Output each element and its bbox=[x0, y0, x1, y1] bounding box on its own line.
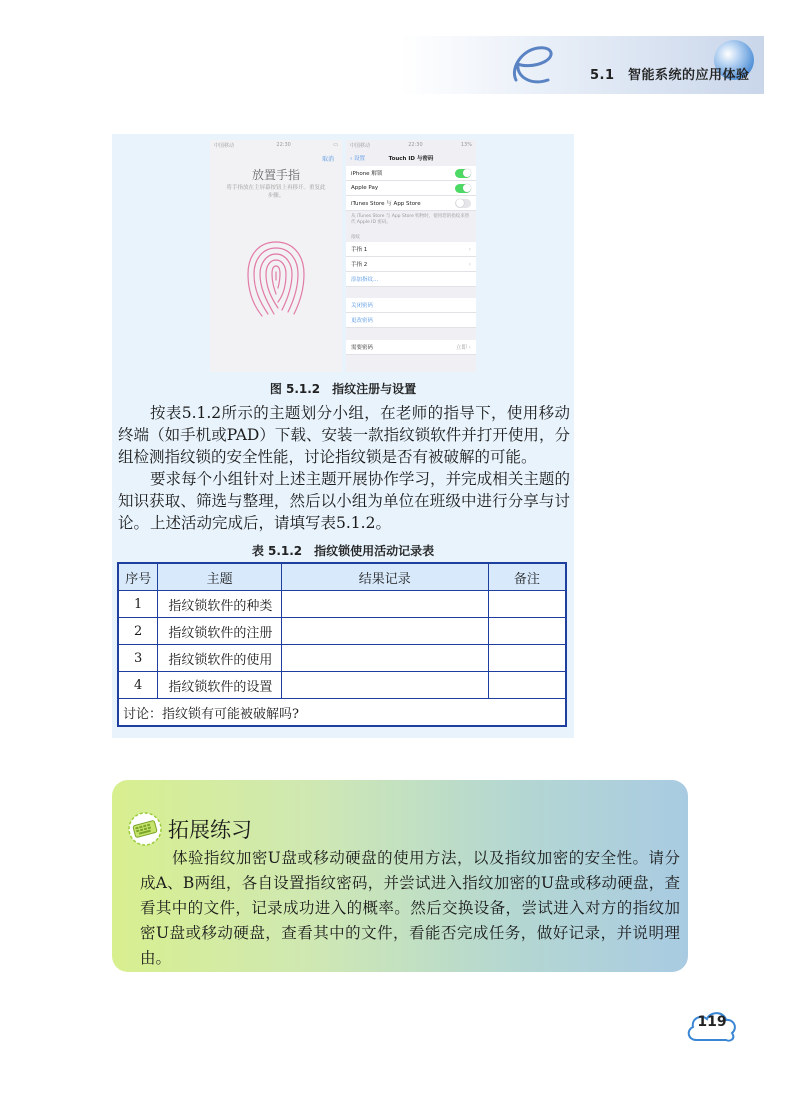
status-bar bbox=[346, 140, 476, 150]
row-result-cell[interactable] bbox=[281, 645, 488, 672]
table-discussion-row bbox=[118, 699, 566, 727]
require-passcode-row[interactable] bbox=[346, 340, 476, 355]
require-passcode-value: 立即 bbox=[455, 345, 467, 351]
toggle-switch[interactable] bbox=[455, 184, 471, 193]
require-passcode-label: 需要密码 bbox=[351, 345, 374, 351]
battery-icon: ▭ bbox=[333, 142, 338, 148]
header-notes: 备注 bbox=[488, 563, 566, 591]
add-finger-label: 添加指纹... bbox=[351, 277, 379, 283]
toggle-group bbox=[346, 166, 476, 211]
finger-group bbox=[346, 242, 476, 287]
row-topic: 指纹锁软件的种类 bbox=[158, 591, 281, 618]
enroll-instruction: 将手指放在主屏幕按钮上再移开。重复此步骤。 bbox=[226, 185, 326, 199]
back-label: 设置 bbox=[353, 156, 365, 162]
carrier-label: 中国移动 bbox=[350, 142, 371, 149]
row-notes-cell[interactable] bbox=[488, 645, 566, 672]
toggle-switch[interactable] bbox=[455, 199, 471, 208]
figure-caption: 图 5.1.2 指纹注册与设置 bbox=[269, 382, 417, 396]
settings-note: 从 iTunes Store 与 App Store 购物时，使用您的指纹来替代 Apple ID 密码。 bbox=[351, 214, 470, 225]
header-num: 序号 bbox=[118, 563, 158, 591]
phone-screenshot-settings bbox=[346, 140, 476, 372]
finger-row-1[interactable] bbox=[346, 242, 476, 257]
back-button[interactable]: ‹ 设置 bbox=[350, 156, 365, 162]
enroll-title: 放置手指 bbox=[251, 168, 300, 182]
row-num: 4 bbox=[118, 672, 158, 699]
carrier-label: 中国移动 bbox=[214, 142, 235, 149]
settings-nav-bar bbox=[346, 152, 476, 164]
paragraph-1: 按表5.1.2所示的主题划分小组，在老师的指导下，使用移动终端（如手机或PAD）下载、安装一款指纹锁软件并打开使用，分组检测指纹锁的安全性能，讨论指纹锁是否有被破解的可能。 bbox=[118, 404, 570, 466]
table-row bbox=[118, 672, 566, 699]
row-topic: 指纹锁软件的使用 bbox=[158, 645, 281, 672]
cancel-button[interactable]: 取消 bbox=[321, 156, 334, 163]
toggle-label: iPhone 解锁 bbox=[351, 171, 383, 177]
chevron-right-icon: › bbox=[468, 260, 471, 268]
row-result-cell[interactable] bbox=[281, 672, 488, 699]
battery-label: 13% bbox=[460, 142, 472, 148]
fingerprint-icon bbox=[242, 236, 310, 320]
toggle-row-itunes[interactable] bbox=[346, 196, 476, 211]
turn-off-passcode-button[interactable] bbox=[346, 298, 476, 313]
toggle-label: iTunes Store 与 App Store bbox=[351, 201, 421, 207]
row-topic: 指纹锁软件的设置 bbox=[158, 672, 281, 699]
change-passcode-button[interactable] bbox=[346, 313, 476, 328]
row-result-cell[interactable] bbox=[281, 591, 488, 618]
page-number: 119 bbox=[697, 1014, 727, 1030]
row-num: 2 bbox=[118, 618, 158, 645]
chevron-right-icon: › bbox=[468, 344, 471, 351]
finger-row-2[interactable] bbox=[346, 257, 476, 272]
time-label: 22:30 bbox=[408, 142, 423, 148]
chevron-right-icon: › bbox=[468, 245, 471, 253]
row-notes-cell[interactable] bbox=[488, 672, 566, 699]
row-notes-cell[interactable] bbox=[488, 591, 566, 618]
toggle-row-iphone-unlock[interactable] bbox=[346, 166, 476, 181]
time-label: 22:30 bbox=[276, 142, 291, 148]
turn-off-passcode-label: 关闭密码 bbox=[351, 303, 374, 309]
header-topic: 主题 bbox=[158, 563, 281, 591]
phone-screenshot-enroll bbox=[210, 140, 342, 372]
status-bar bbox=[210, 140, 342, 150]
row-notes-cell[interactable] bbox=[488, 618, 566, 645]
row-result-cell[interactable] bbox=[281, 618, 488, 645]
passcode-group bbox=[346, 298, 476, 328]
row-topic: 指纹锁软件的注册 bbox=[158, 618, 281, 645]
finger-label: 手指 1 bbox=[351, 247, 368, 253]
row-num: 1 bbox=[118, 591, 158, 618]
change-passcode-label: 更改密码 bbox=[351, 318, 374, 324]
toggle-row-apple-pay[interactable] bbox=[346, 181, 476, 196]
extension-title: 拓展练习 bbox=[168, 818, 252, 842]
row-num: 3 bbox=[118, 645, 158, 672]
keyboard-icon bbox=[128, 812, 162, 846]
fingerprint-section-label: 指纹 bbox=[351, 235, 360, 240]
table-caption: 表 5.1.2 指纹锁使用活动记录表 bbox=[251, 544, 435, 558]
table-header-row bbox=[118, 563, 566, 591]
add-finger-button[interactable] bbox=[346, 272, 476, 287]
table-row bbox=[118, 618, 566, 645]
toggle-switch[interactable] bbox=[455, 169, 471, 178]
require-group bbox=[346, 340, 476, 355]
table-row bbox=[118, 591, 566, 618]
finger-label: 手指 2 bbox=[351, 262, 368, 268]
header-result: 结果记录 bbox=[281, 563, 488, 591]
e-logo-icon bbox=[508, 40, 560, 96]
paragraph-2: 要求每个小组针对上述主题开展协作学习，并完成相关主题的知识获取、筛选与整理，然后以小组为单位在班级中进行分享与讨论。 bbox=[118, 470, 570, 532]
section-title: 5.1 智能系统的应用体验 bbox=[590, 68, 750, 83]
extension-body: 体验指纹加密U盘或移动硬盘的使用方法，以及指纹加密的安全性。请分成A、B两组，各自设置指纹密码，并尝试进入指纹加密的U盘或移动硬盘，查看其中的文件，记录成功进入的概率。然后交换设备，尝试进入对方的指纹加密U盘或移动硬盘，查看其中的文件，看能否完成任务，做好记录，并说明理由。 bbox=[140, 849, 680, 967]
discussion-cell[interactable]: 讨论：指纹锁有可能被破解吗? bbox=[118, 699, 566, 727]
paragraph-3: 上述活动完成后，请填写表5.1.2。 bbox=[150, 514, 391, 532]
toggle-label: Apple Pay bbox=[351, 185, 379, 191]
settings-title: Touch ID 与密码 bbox=[388, 156, 434, 162]
table-row bbox=[118, 645, 566, 672]
activity-record-table bbox=[117, 562, 567, 727]
